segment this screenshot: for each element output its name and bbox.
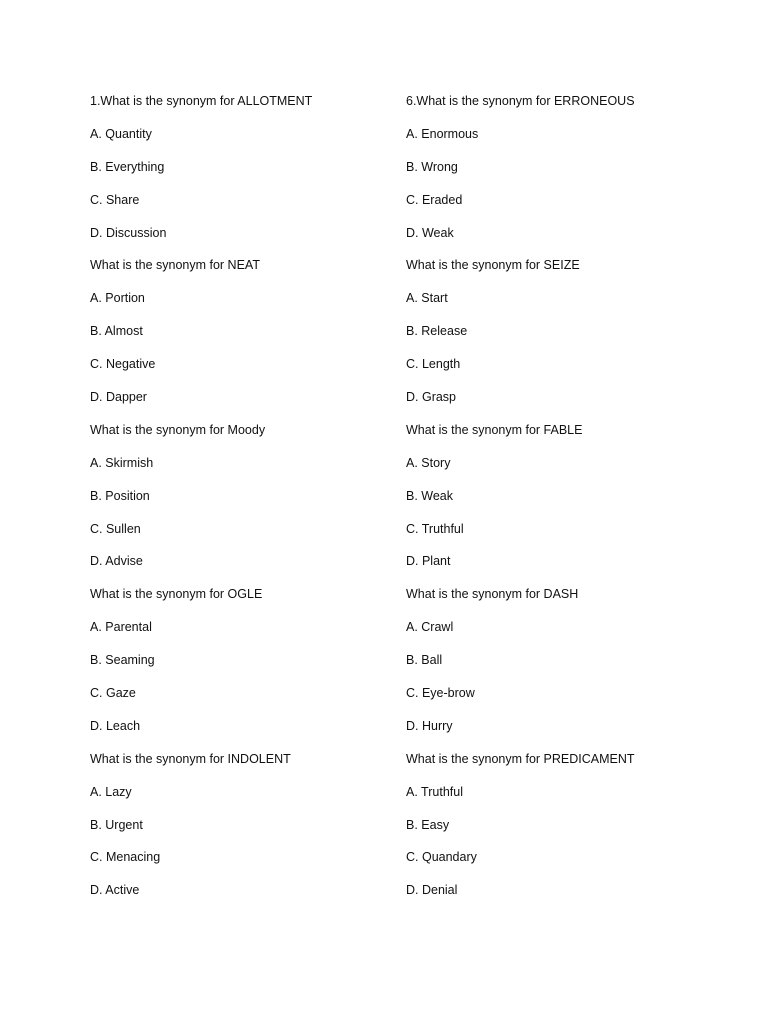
answer-option: D. Denial xyxy=(406,883,458,898)
question-prompt: What is the synonym for INDOLENT xyxy=(90,751,291,766)
question-block xyxy=(406,422,726,586)
answer-option: C. Length xyxy=(406,357,461,372)
question-block xyxy=(406,751,726,915)
question-prompt: 1.What is the synonym for ALLOTMENT xyxy=(90,94,313,108)
answer-option: C. Eye-brow xyxy=(406,686,475,701)
answer-option: D. Dapper xyxy=(90,390,147,405)
answer-option: D. Active xyxy=(90,883,140,898)
answer-option: A. Lazy xyxy=(90,784,132,799)
question-prompt: 6.What is the synonym for ERRONEOUS xyxy=(406,94,635,108)
question-block xyxy=(90,422,410,586)
answer-option: A. Enormous xyxy=(406,126,479,141)
answer-option: C. Eraded xyxy=(406,192,463,207)
question-prompt: What is the synonym for DASH xyxy=(406,587,579,602)
answer-option: C. Negative xyxy=(90,357,156,372)
answer-option: A. Skirmish xyxy=(90,455,154,470)
answer-option: A. Quantity xyxy=(90,126,152,141)
answer-option: A. Crawl xyxy=(406,620,454,635)
question-block xyxy=(90,257,410,421)
answer-option: D. Plant xyxy=(406,554,451,569)
answer-option: B. Seaming xyxy=(90,653,155,668)
answer-option: B. Almost xyxy=(90,324,143,339)
question-block xyxy=(406,586,726,750)
answer-option: B. Ball xyxy=(406,653,443,668)
answer-option: A. Parental xyxy=(90,620,152,635)
answer-option: A. Portion xyxy=(90,291,145,306)
answer-option: B. Wrong xyxy=(406,159,458,174)
question-block xyxy=(90,586,410,750)
question-prompt: What is the synonym for NEAT xyxy=(90,258,260,273)
answer-option: D. Hurry xyxy=(406,718,453,733)
answer-option: B. Easy xyxy=(406,817,450,832)
answer-option: B. Position xyxy=(90,488,150,503)
answer-option: D. Grasp xyxy=(406,390,457,405)
answer-option: B. Release xyxy=(406,324,468,339)
answer-option: C. Share xyxy=(90,192,140,207)
answer-option: D. Discussion xyxy=(90,225,167,240)
question-prompt: What is the synonym for FABLE xyxy=(406,422,583,437)
answer-option: D. Weak xyxy=(406,225,454,240)
left-question-column xyxy=(90,93,410,915)
question-block xyxy=(406,257,726,421)
question-prompt: What is the synonym for OGLE xyxy=(90,587,263,602)
right-question-column xyxy=(406,93,726,915)
answer-option: B. Everything xyxy=(90,159,165,174)
question-block xyxy=(90,751,410,915)
answer-option: D. Leach xyxy=(90,718,141,733)
question-prompt: What is the synonym for Moody xyxy=(90,422,266,437)
answer-option: C. Menacing xyxy=(90,850,161,865)
question-prompt: What is the synonym for PREDICAMENT xyxy=(406,751,635,766)
answer-option: A. Truthful xyxy=(406,784,463,799)
answer-option: D. Advise xyxy=(90,554,143,569)
question-block xyxy=(406,93,726,257)
question-block xyxy=(90,93,410,257)
answer-option: B. Urgent xyxy=(90,817,143,832)
answer-option: A. Start xyxy=(406,291,448,306)
question-prompt: What is the synonym for SEIZE xyxy=(406,258,580,273)
answer-option: B. Weak xyxy=(406,488,454,503)
answer-option: A. Story xyxy=(406,455,451,470)
answer-option: C. Quandary xyxy=(406,850,477,865)
answer-option: C. Sullen xyxy=(90,521,141,536)
answer-option: C. Gaze xyxy=(90,686,136,701)
answer-option: C. Truthful xyxy=(406,521,464,536)
